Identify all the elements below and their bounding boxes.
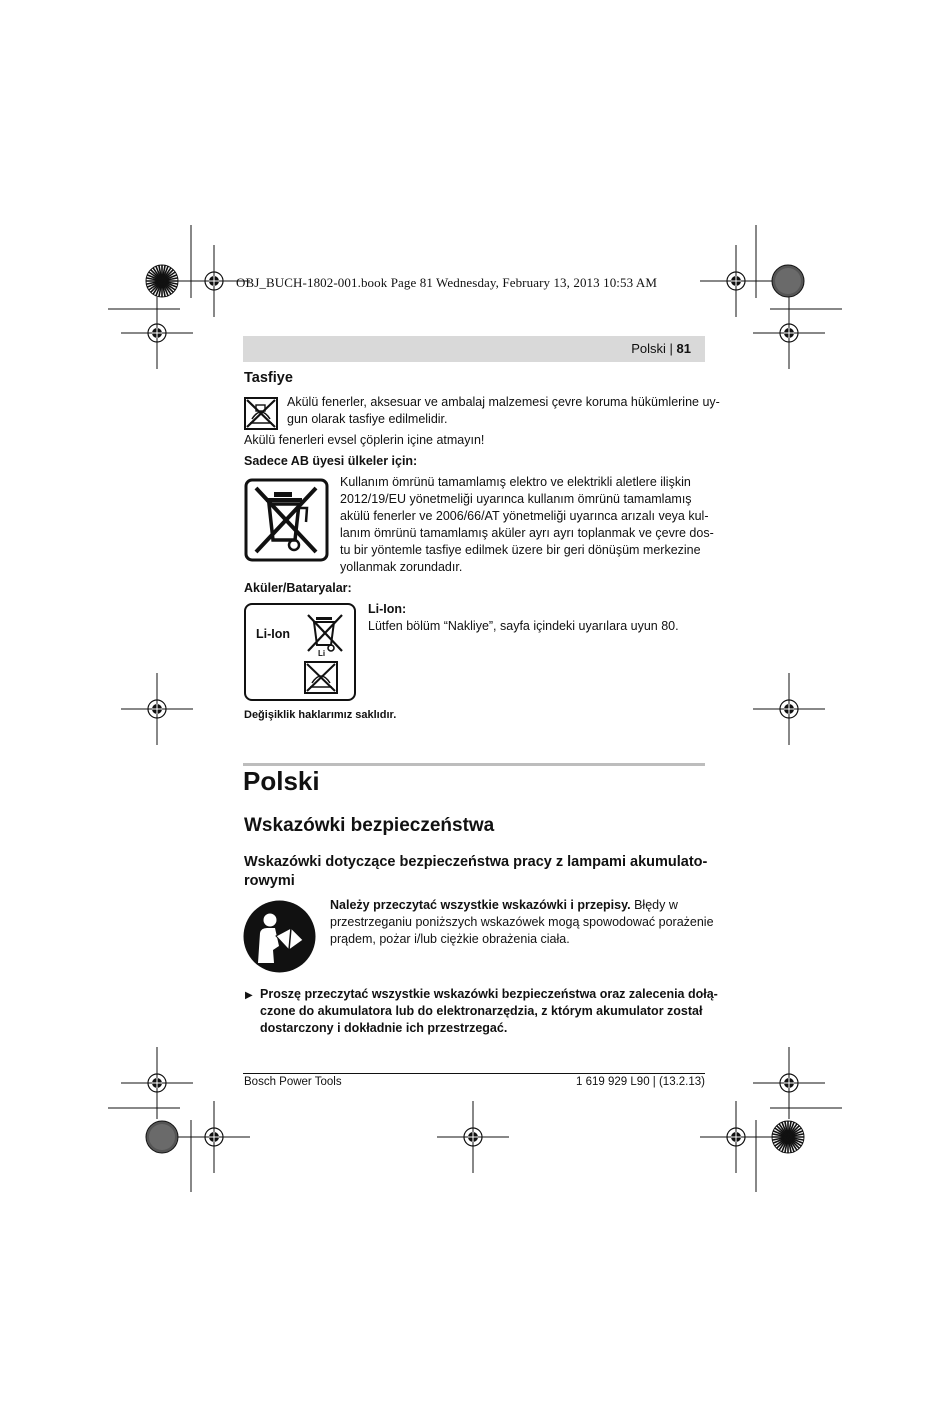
li-ion-label: Li-Ion: — [368, 602, 407, 616]
eu-line-4: lanım ömrünü tamamlamış aküler ayrı ayrı toplanmak ve çevre dos- — [340, 526, 714, 540]
polski-title: Polski — [243, 766, 320, 796]
bullet-line-1: Proszę przeczytać wszystkie wskazówki bezpieczeństwa oraz zalecenia dołą- — [260, 987, 718, 1001]
eu-line-1: Kullanım ömrünü tamamlamış elektro ve elektrikli aletlere ilişkin — [340, 475, 691, 489]
disposal-small-icon — [244, 397, 278, 430]
read-rest: Błędy w — [630, 898, 678, 912]
eu-heading: Sadece AB üyesi ülkeler için: — [244, 454, 418, 468]
eu-line-3: akülü fenerler ve 2006/66/AT yönetmeliği uyarınca arızalı veya kul- — [340, 509, 709, 523]
read-line-2: przestrzeganiu poniższych wskazówek mogą spowodować porażenie — [330, 915, 714, 929]
footer-right: 1 619 929 L90 | (13.2.13) — [576, 1076, 705, 1088]
footer-left: Bosch Power Tools — [244, 1076, 342, 1088]
li-ion-recycling-icon — [244, 603, 356, 701]
print-slug: OBJ_BUCH-1802-001.book Page 81 Wednesday, February 13, 2013 10:53 AM — [236, 275, 658, 290]
li-ion-text: Lütfen bölüm “Nakliye”, sayfa içindeki uyarılara uyun 80. — [368, 619, 679, 633]
sub-heading-line1: Wskazówki dotyczące bezpieczeństwa pracy z lampami akumulato- — [244, 854, 708, 870]
disposal-box-icon — [304, 661, 338, 694]
tasfiye-line1: Akülü fenerler, aksesuar ve ambalaj malzemesi çevre koruma hükümlerine uy- — [287, 395, 720, 409]
weee-crossed-bin-icon — [244, 478, 329, 562]
header-language: Polski — [631, 341, 666, 356]
bullet-line-2: czone do akumulatora lub do elektronarzędzia, z którym akumulator został — [260, 1004, 703, 1018]
rights-reserved: Değişiklik haklarımız saklıdır. — [244, 709, 397, 721]
tasfiye-title: Tasfiye — [244, 370, 293, 386]
sub-heading-line2: rowymi — [244, 873, 295, 889]
page-number: 81 — [676, 341, 691, 356]
eu-line-5: tu bir yöntemle tasfiye edilmek üzere bir geri dönüşüm merkezine — [340, 543, 701, 557]
read-bold: Należy przeczytać wszystkie wskazówki i przepisy. — [330, 898, 631, 912]
tasfiye-warning: Akülü fenerleri evsel çöplerin içine atmayın! — [244, 433, 485, 447]
read-manual-icon — [243, 900, 316, 973]
read-line-1 — [330, 897, 678, 914]
footer-rule — [243, 1073, 705, 1074]
li-ion-icon-label: Li-Ion — [256, 627, 291, 641]
safety-heading: Wskazówki bezpieczeństwa — [244, 815, 495, 836]
eu-line-2: 2012/19/EU yönetmeliği uyarınca kullanım ömrünü tamamlamış — [340, 492, 692, 506]
header-separator: | — [669, 341, 673, 356]
bullet-marker: ▶ — [245, 990, 253, 1001]
li-icon-sublabel: Li — [318, 649, 326, 658]
header-text — [631, 341, 691, 356]
tasfiye-line2: gun olarak tasfiye edilmelidir. — [287, 412, 448, 426]
bullet-line-3: dostarczony i dokładnie ich przestrzegać. — [260, 1021, 508, 1035]
read-line-3: prądem, pożar i/lub ciężkie obrażenia ciała. — [330, 932, 570, 946]
batteries-heading: Aküler/Bataryalar: — [244, 581, 352, 595]
eu-line-6: yollanmak zorundadır. — [340, 560, 463, 574]
page-header — [243, 336, 705, 362]
